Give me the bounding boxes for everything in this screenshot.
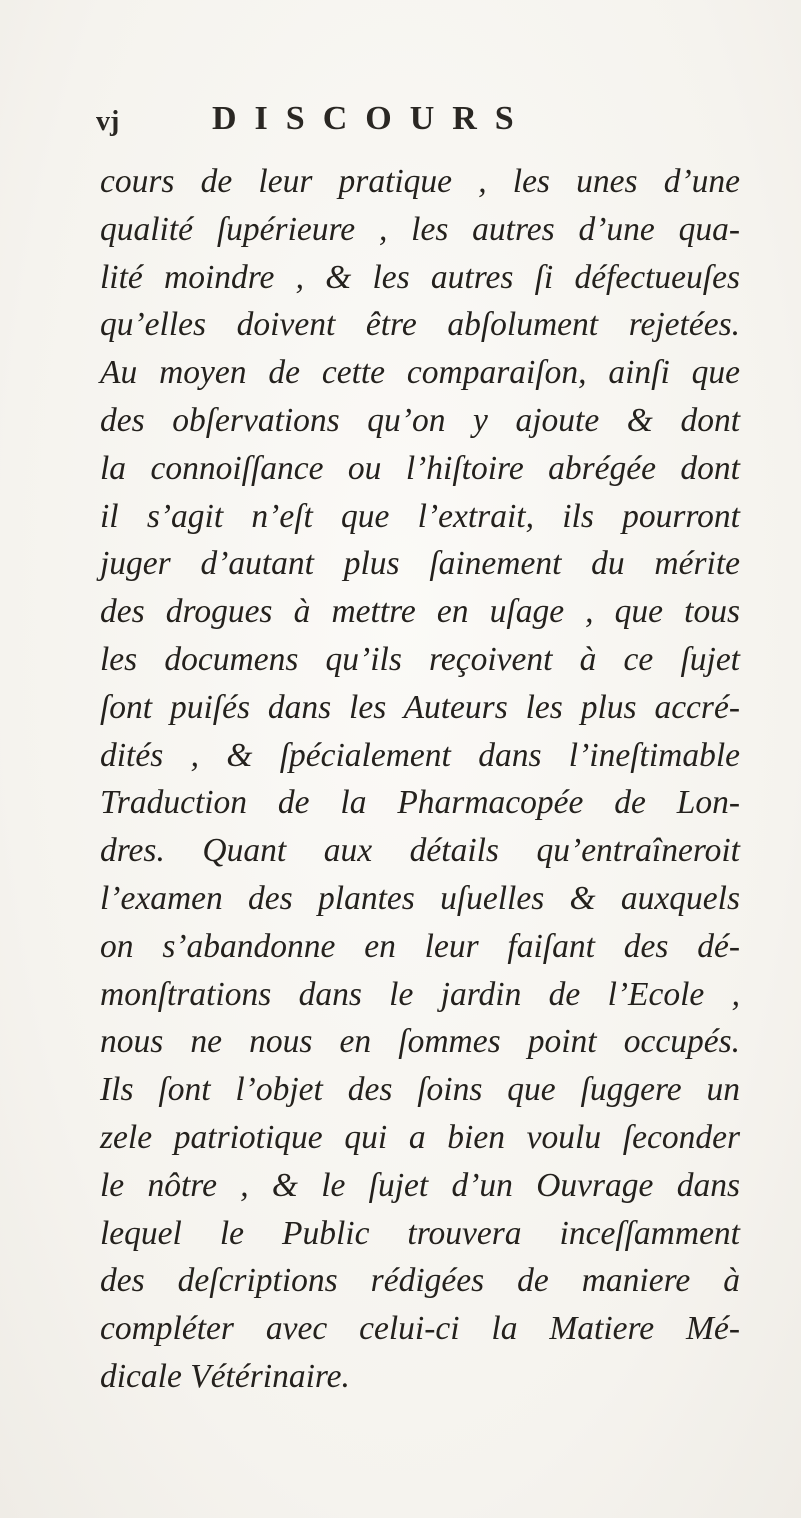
text-line: lequel le Public trouvera inceſſamment: [100, 1214, 740, 1252]
text-line: Au moyen de cette comparaiſon, ainſi que: [100, 354, 740, 392]
text-line: juger d’autant plus ſainement du mérite: [100, 545, 740, 583]
text-line: qu’elles doivent être abſolument rejetées.: [100, 306, 740, 344]
text-line: la connoiſſance ou l’hiſtoire abrégée dont: [100, 449, 740, 487]
text-line: cours de leur pratique , les unes d’une: [100, 163, 740, 200]
text-line: Ils ſont l’objet des ſoins que ſuggere un: [100, 1071, 740, 1109]
text-line: dicale Vétérinaire.: [100, 1357, 350, 1395]
body-text: [100, 158, 740, 1401]
text-line: dités , & ſpécialement dans l’ineſtimable: [100, 736, 740, 774]
page-header: [96, 98, 696, 146]
text-line: qualité ſupérieure , les autres d’une qua-: [100, 210, 740, 248]
text-line: des deſcriptions rédigées de maniere à: [100, 1262, 740, 1300]
text-line: nous ne nous en ſommes point occupés.: [100, 1023, 740, 1061]
text-line: des drogues à mettre en uſage , que tous: [100, 593, 740, 631]
text-line: on s’abandonne en leur faiſant des dé-: [100, 927, 740, 965]
text-line: monſtrations dans le jardin de l’Ecole ,: [100, 975, 740, 1013]
text-line: l’examen des plantes uſuelles & auxquels: [100, 879, 740, 917]
text-line: des obſervations qu’on y ajoute & dont: [100, 401, 740, 439]
running-head: DISCOURS: [212, 100, 532, 137]
text-line: zele patriotique qui a bien voulu ſeconder: [100, 1118, 740, 1156]
text-line: ſont puiſés dans les Auteurs les plus accré-: [100, 688, 740, 726]
text-line: Traduction de la Pharmacopée de Lon-: [100, 784, 740, 822]
text-line: les documens qu’ils reçoivent à ce ſujet: [100, 640, 740, 678]
text-line: compléter avec celui-ci la Matiere Mé-: [100, 1310, 740, 1348]
text-line: lité moindre , & les autres ſi défectueuſes: [100, 258, 740, 296]
text-line: dres. Quant aux détails qu’entraîneroit: [100, 832, 740, 870]
text-line: il s’agit n’eſt que l’extrait, ils pourront: [100, 497, 740, 535]
text-line: le nôtre , & le ſujet d’un Ouvrage dans: [100, 1166, 740, 1204]
page-number: vj: [96, 106, 120, 137]
